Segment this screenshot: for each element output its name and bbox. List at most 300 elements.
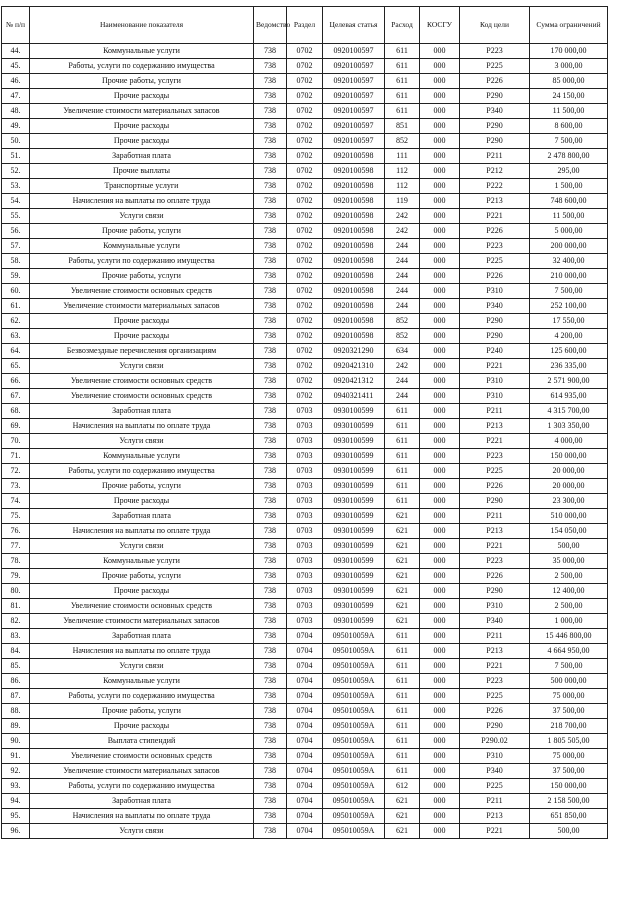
section-code: 0703 — [287, 554, 323, 569]
table-row — [2, 449, 608, 464]
indicator-name: Начисления на выплаты по оплате труда — [30, 194, 254, 209]
target-article: 0930100599 — [323, 464, 385, 479]
target-article: 095010059А — [323, 719, 385, 734]
row-number: 45. — [2, 59, 30, 74]
kosgu-code: 000 — [420, 59, 460, 74]
row-number: 91. — [2, 749, 30, 764]
expense-code: 621 — [385, 524, 420, 539]
kosgu-code: 000 — [420, 134, 460, 149]
target-article: 0920100598 — [323, 299, 385, 314]
table-row — [2, 794, 608, 809]
section-code: 0702 — [287, 374, 323, 389]
target-article: 0920100598 — [323, 314, 385, 329]
row-number: 86. — [2, 674, 30, 689]
goal-code: Р290 — [460, 494, 530, 509]
kosgu-code: 000 — [420, 374, 460, 389]
row-number: 72. — [2, 464, 30, 479]
section-code: 0702 — [287, 59, 323, 74]
row-number: 46. — [2, 74, 30, 89]
target-article: 0930100599 — [323, 449, 385, 464]
indicator-name: Увеличение стоимости материальных запасов — [30, 299, 254, 314]
expense-code: 621 — [385, 539, 420, 554]
limit-amount: 37 500,00 — [530, 704, 608, 719]
limit-amount: 17 550,00 — [530, 314, 608, 329]
row-number: 51. — [2, 149, 30, 164]
target-article: 0920100598 — [323, 239, 385, 254]
expense-code: 621 — [385, 569, 420, 584]
header-target-article: Целевая статья — [323, 7, 385, 44]
department-code: 738 — [254, 554, 287, 569]
kosgu-code: 000 — [420, 704, 460, 719]
goal-code: Р226 — [460, 479, 530, 494]
department-code: 738 — [254, 719, 287, 734]
target-article: 0920100598 — [323, 269, 385, 284]
goal-code: Р290 — [460, 584, 530, 599]
table-row — [2, 194, 608, 209]
table-row — [2, 479, 608, 494]
row-number: 64. — [2, 344, 30, 359]
department-code: 738 — [254, 104, 287, 119]
section-code: 0704 — [287, 659, 323, 674]
header-expense: Расход — [385, 7, 420, 44]
row-number: 80. — [2, 584, 30, 599]
row-number: 49. — [2, 119, 30, 134]
indicator-name: Работы, услуги по содержанию имущества — [30, 689, 254, 704]
table-row — [2, 179, 608, 194]
kosgu-code: 000 — [420, 449, 460, 464]
target-article: 0920100597 — [323, 74, 385, 89]
section-code: 0702 — [287, 224, 323, 239]
table-row — [2, 89, 608, 104]
row-number: 52. — [2, 164, 30, 179]
expense-code: 851 — [385, 119, 420, 134]
indicator-name: Прочие работы, услуги — [30, 269, 254, 284]
table-row — [2, 629, 608, 644]
kosgu-code: 000 — [420, 689, 460, 704]
department-code: 738 — [254, 284, 287, 299]
row-number: 75. — [2, 509, 30, 524]
header-kosgu: КОСГУ — [420, 7, 460, 44]
target-article: 095010059А — [323, 779, 385, 794]
table-row — [2, 344, 608, 359]
table-row — [2, 569, 608, 584]
target-article: 095010059А — [323, 734, 385, 749]
limit-amount: 2 500,00 — [530, 569, 608, 584]
target-article: 0920100598 — [323, 194, 385, 209]
indicator-name: Заработная плата — [30, 794, 254, 809]
section-code: 0702 — [287, 119, 323, 134]
limit-amount: 4 315 700,00 — [530, 404, 608, 419]
table-row — [2, 554, 608, 569]
department-code: 738 — [254, 494, 287, 509]
kosgu-code: 000 — [420, 749, 460, 764]
expense-code: 119 — [385, 194, 420, 209]
department-code: 738 — [254, 449, 287, 464]
kosgu-code: 000 — [420, 119, 460, 134]
department-code: 738 — [254, 644, 287, 659]
target-article: 0920100597 — [323, 119, 385, 134]
expense-code: 244 — [385, 374, 420, 389]
indicator-name: Услуги связи — [30, 359, 254, 374]
limit-amount: 614 935,00 — [530, 389, 608, 404]
goal-code: Р225 — [460, 254, 530, 269]
indicator-name: Увеличение стоимости материальных запасов — [30, 614, 254, 629]
department-code: 738 — [254, 209, 287, 224]
goal-code: Р211 — [460, 629, 530, 644]
indicator-name: Увеличение стоимости основных средств — [30, 284, 254, 299]
expense-code: 242 — [385, 209, 420, 224]
goal-code: Р225 — [460, 59, 530, 74]
indicator-name: Прочие работы, услуги — [30, 74, 254, 89]
goal-code: Р225 — [460, 464, 530, 479]
limit-amount: 5 000,00 — [530, 224, 608, 239]
indicator-name: Коммунальные услуги — [30, 554, 254, 569]
row-number: 58. — [2, 254, 30, 269]
row-number: 48. — [2, 104, 30, 119]
indicator-name: Услуги связи — [30, 434, 254, 449]
department-code: 738 — [254, 359, 287, 374]
section-code: 0702 — [287, 314, 323, 329]
table-header-row — [2, 7, 608, 44]
section-code: 0702 — [287, 149, 323, 164]
target-article: 0930100599 — [323, 584, 385, 599]
department-code: 738 — [254, 194, 287, 209]
section-code: 0703 — [287, 614, 323, 629]
header-indicator-name: Наименование показателя — [30, 7, 254, 44]
expense-code: 244 — [385, 239, 420, 254]
goal-code: Р290 — [460, 329, 530, 344]
indicator-name: Прочие выплаты — [30, 164, 254, 179]
target-article: 0930100599 — [323, 554, 385, 569]
expense-code: 611 — [385, 449, 420, 464]
expense-code: 852 — [385, 314, 420, 329]
expense-code: 244 — [385, 389, 420, 404]
limit-amount: 32 400,00 — [530, 254, 608, 269]
section-code: 0703 — [287, 494, 323, 509]
department-code: 738 — [254, 164, 287, 179]
limit-amount: 2 571 900,00 — [530, 374, 608, 389]
header-number: № п/п — [2, 7, 30, 44]
indicator-name: Услуги связи — [30, 539, 254, 554]
department-code: 738 — [254, 704, 287, 719]
limit-amount: 7 500,00 — [530, 284, 608, 299]
table-row — [2, 134, 608, 149]
target-article: 0920100598 — [323, 254, 385, 269]
goal-code: Р222 — [460, 179, 530, 194]
kosgu-code: 000 — [420, 329, 460, 344]
limit-amount: 75 000,00 — [530, 689, 608, 704]
section-code: 0703 — [287, 569, 323, 584]
limit-amount: 11 500,00 — [530, 209, 608, 224]
indicator-name: Коммунальные услуги — [30, 449, 254, 464]
goal-code: Р211 — [460, 794, 530, 809]
goal-code: Р225 — [460, 689, 530, 704]
kosgu-code: 000 — [420, 629, 460, 644]
target-article: 095010059А — [323, 674, 385, 689]
section-code: 0702 — [287, 389, 323, 404]
table-row — [2, 44, 608, 59]
limit-amount: 11 500,00 — [530, 104, 608, 119]
section-code: 0703 — [287, 479, 323, 494]
indicator-name: Прочие расходы — [30, 134, 254, 149]
expense-code: 242 — [385, 359, 420, 374]
indicator-name: Начисления на выплаты по оплате труда — [30, 809, 254, 824]
department-code: 738 — [254, 89, 287, 104]
header-goal-code: Код цели — [460, 7, 530, 44]
department-code: 738 — [254, 314, 287, 329]
limit-amount: 2 478 800,00 — [530, 149, 608, 164]
target-article: 095010059А — [323, 689, 385, 704]
goal-code: Р340 — [460, 299, 530, 314]
goal-code: Р223 — [460, 674, 530, 689]
indicator-name: Заработная плата — [30, 509, 254, 524]
target-article: 095010059А — [323, 809, 385, 824]
limit-amount: 4 000,00 — [530, 434, 608, 449]
table-row — [2, 254, 608, 269]
indicator-name: Работы, услуги по содержанию имущества — [30, 59, 254, 74]
expense-code: 621 — [385, 509, 420, 524]
target-article: 0920321290 — [323, 344, 385, 359]
department-code: 738 — [254, 254, 287, 269]
kosgu-code: 000 — [420, 554, 460, 569]
limit-amount: 4 200,00 — [530, 329, 608, 344]
section-code: 0704 — [287, 749, 323, 764]
expense-code: 621 — [385, 599, 420, 614]
goal-code: Р290 — [460, 119, 530, 134]
kosgu-code: 000 — [420, 539, 460, 554]
kosgu-code: 000 — [420, 479, 460, 494]
table-row — [2, 719, 608, 734]
department-code: 738 — [254, 239, 287, 254]
row-number: 65. — [2, 359, 30, 374]
department-code: 738 — [254, 374, 287, 389]
kosgu-code: 000 — [420, 269, 460, 284]
section-code: 0702 — [287, 284, 323, 299]
section-code: 0703 — [287, 509, 323, 524]
row-number: 67. — [2, 389, 30, 404]
expense-code: 621 — [385, 794, 420, 809]
indicator-name: Начисления на выплаты по оплате труда — [30, 524, 254, 539]
table-row — [2, 299, 608, 314]
table-row — [2, 584, 608, 599]
section-code: 0703 — [287, 584, 323, 599]
section-code: 0702 — [287, 209, 323, 224]
goal-code: Р226 — [460, 569, 530, 584]
table-row — [2, 689, 608, 704]
expense-code: 611 — [385, 479, 420, 494]
table-row — [2, 74, 608, 89]
row-number: 50. — [2, 134, 30, 149]
table-row — [2, 269, 608, 284]
row-number: 56. — [2, 224, 30, 239]
table-row — [2, 659, 608, 674]
row-number: 73. — [2, 479, 30, 494]
section-code: 0703 — [287, 419, 323, 434]
goal-code: Р213 — [460, 524, 530, 539]
target-article: 0930100599 — [323, 614, 385, 629]
target-article: 0920100598 — [323, 329, 385, 344]
department-code: 738 — [254, 404, 287, 419]
target-article: 095010059А — [323, 629, 385, 644]
table-row — [2, 164, 608, 179]
table-row — [2, 59, 608, 74]
indicator-name: Прочие расходы — [30, 119, 254, 134]
limit-amount: 1 805 505,00 — [530, 734, 608, 749]
table-row — [2, 284, 608, 299]
limit-amount: 12 400,00 — [530, 584, 608, 599]
department-code: 738 — [254, 134, 287, 149]
indicator-name: Прочие работы, услуги — [30, 224, 254, 239]
goal-code: Р340 — [460, 614, 530, 629]
limit-amount: 1 500,00 — [530, 179, 608, 194]
row-number: 79. — [2, 569, 30, 584]
department-code: 738 — [254, 629, 287, 644]
indicator-name: Начисления на выплаты по оплате труда — [30, 419, 254, 434]
goal-code: Р226 — [460, 269, 530, 284]
table-row — [2, 374, 608, 389]
row-number: 66. — [2, 374, 30, 389]
limit-amount: 500,00 — [530, 539, 608, 554]
goal-code: Р226 — [460, 74, 530, 89]
goal-code: Р340 — [460, 104, 530, 119]
department-code: 738 — [254, 434, 287, 449]
kosgu-code: 000 — [420, 239, 460, 254]
expense-code: 112 — [385, 164, 420, 179]
limit-amount: 500,00 — [530, 824, 608, 839]
expense-code: 634 — [385, 344, 420, 359]
expense-code: 611 — [385, 659, 420, 674]
limit-amount: 75 000,00 — [530, 749, 608, 764]
kosgu-code: 000 — [420, 299, 460, 314]
section-code: 0702 — [287, 194, 323, 209]
table-row — [2, 494, 608, 509]
row-number: 84. — [2, 644, 30, 659]
section-code: 0704 — [287, 734, 323, 749]
goal-code: Р226 — [460, 224, 530, 239]
expense-code: 621 — [385, 584, 420, 599]
limit-amount: 4 664 950,00 — [530, 644, 608, 659]
target-article: 0930100599 — [323, 524, 385, 539]
department-code: 738 — [254, 119, 287, 134]
goal-code: Р290 — [460, 134, 530, 149]
limit-amount: 20 000,00 — [530, 479, 608, 494]
goal-code: Р223 — [460, 554, 530, 569]
goal-code: Р213 — [460, 809, 530, 824]
table-row — [2, 224, 608, 239]
row-number: 68. — [2, 404, 30, 419]
kosgu-code: 000 — [420, 419, 460, 434]
header-limit-amount: Сумма ограничений — [530, 7, 608, 44]
expense-code: 111 — [385, 149, 420, 164]
department-code: 738 — [254, 659, 287, 674]
indicator-name: Услуги связи — [30, 209, 254, 224]
department-code: 738 — [254, 44, 287, 59]
department-code: 738 — [254, 269, 287, 284]
target-article: 0920100598 — [323, 224, 385, 239]
goal-code: Р211 — [460, 509, 530, 524]
row-number: 70. — [2, 434, 30, 449]
goal-code: Р310 — [460, 599, 530, 614]
table-row — [2, 119, 608, 134]
table-row — [2, 104, 608, 119]
row-number: 93. — [2, 779, 30, 794]
table-row — [2, 209, 608, 224]
section-code: 0704 — [287, 644, 323, 659]
goal-code: Р290 — [460, 719, 530, 734]
row-number: 95. — [2, 809, 30, 824]
indicator-name: Начисления на выплаты по оплате труда — [30, 644, 254, 659]
limit-amount: 125 600,00 — [530, 344, 608, 359]
section-code: 0703 — [287, 599, 323, 614]
target-article: 0930100599 — [323, 494, 385, 509]
indicator-name: Коммунальные услуги — [30, 674, 254, 689]
indicator-name: Увеличение стоимости основных средств — [30, 389, 254, 404]
limit-amount: 150 000,00 — [530, 449, 608, 464]
table-row — [2, 389, 608, 404]
indicator-name: Работы, услуги по содержанию имущества — [30, 254, 254, 269]
expense-code: 611 — [385, 734, 420, 749]
limit-amount: 35 000,00 — [530, 554, 608, 569]
limit-amount: 218 700,00 — [530, 719, 608, 734]
department-code: 738 — [254, 584, 287, 599]
expense-code: 244 — [385, 299, 420, 314]
section-code: 0704 — [287, 809, 323, 824]
row-number: 92. — [2, 764, 30, 779]
expense-code: 612 — [385, 779, 420, 794]
table-row — [2, 359, 608, 374]
indicator-name: Увеличение стоимости основных средств — [30, 374, 254, 389]
row-number: 71. — [2, 449, 30, 464]
target-article: 0930100599 — [323, 404, 385, 419]
department-code: 738 — [254, 824, 287, 839]
indicator-name: Заработная плата — [30, 629, 254, 644]
row-number: 77. — [2, 539, 30, 554]
kosgu-code: 000 — [420, 209, 460, 224]
goal-code: Р225 — [460, 779, 530, 794]
table-row — [2, 674, 608, 689]
section-code: 0703 — [287, 404, 323, 419]
section-code: 0704 — [287, 704, 323, 719]
section-code: 0702 — [287, 254, 323, 269]
table-row — [2, 539, 608, 554]
kosgu-code: 000 — [420, 524, 460, 539]
row-number: 63. — [2, 329, 30, 344]
kosgu-code: 000 — [420, 149, 460, 164]
target-article: 095010059А — [323, 749, 385, 764]
kosgu-code: 000 — [420, 764, 460, 779]
limit-amount: 15 446 800,00 — [530, 629, 608, 644]
goal-code: Р213 — [460, 644, 530, 659]
target-article: 0930100599 — [323, 479, 385, 494]
kosgu-code: 000 — [420, 434, 460, 449]
kosgu-code: 000 — [420, 104, 460, 119]
section-code: 0702 — [287, 344, 323, 359]
table-row — [2, 764, 608, 779]
goal-code: Р223 — [460, 44, 530, 59]
target-article: 0930100599 — [323, 419, 385, 434]
department-code: 738 — [254, 749, 287, 764]
expense-code: 611 — [385, 674, 420, 689]
row-number: 47. — [2, 89, 30, 104]
row-number: 78. — [2, 554, 30, 569]
table-row — [2, 809, 608, 824]
expense-code: 611 — [385, 719, 420, 734]
budget-limits-table — [1, 6, 608, 839]
target-article: 0920100598 — [323, 284, 385, 299]
expense-code: 852 — [385, 329, 420, 344]
target-article: 0930100599 — [323, 434, 385, 449]
section-code: 0702 — [287, 239, 323, 254]
